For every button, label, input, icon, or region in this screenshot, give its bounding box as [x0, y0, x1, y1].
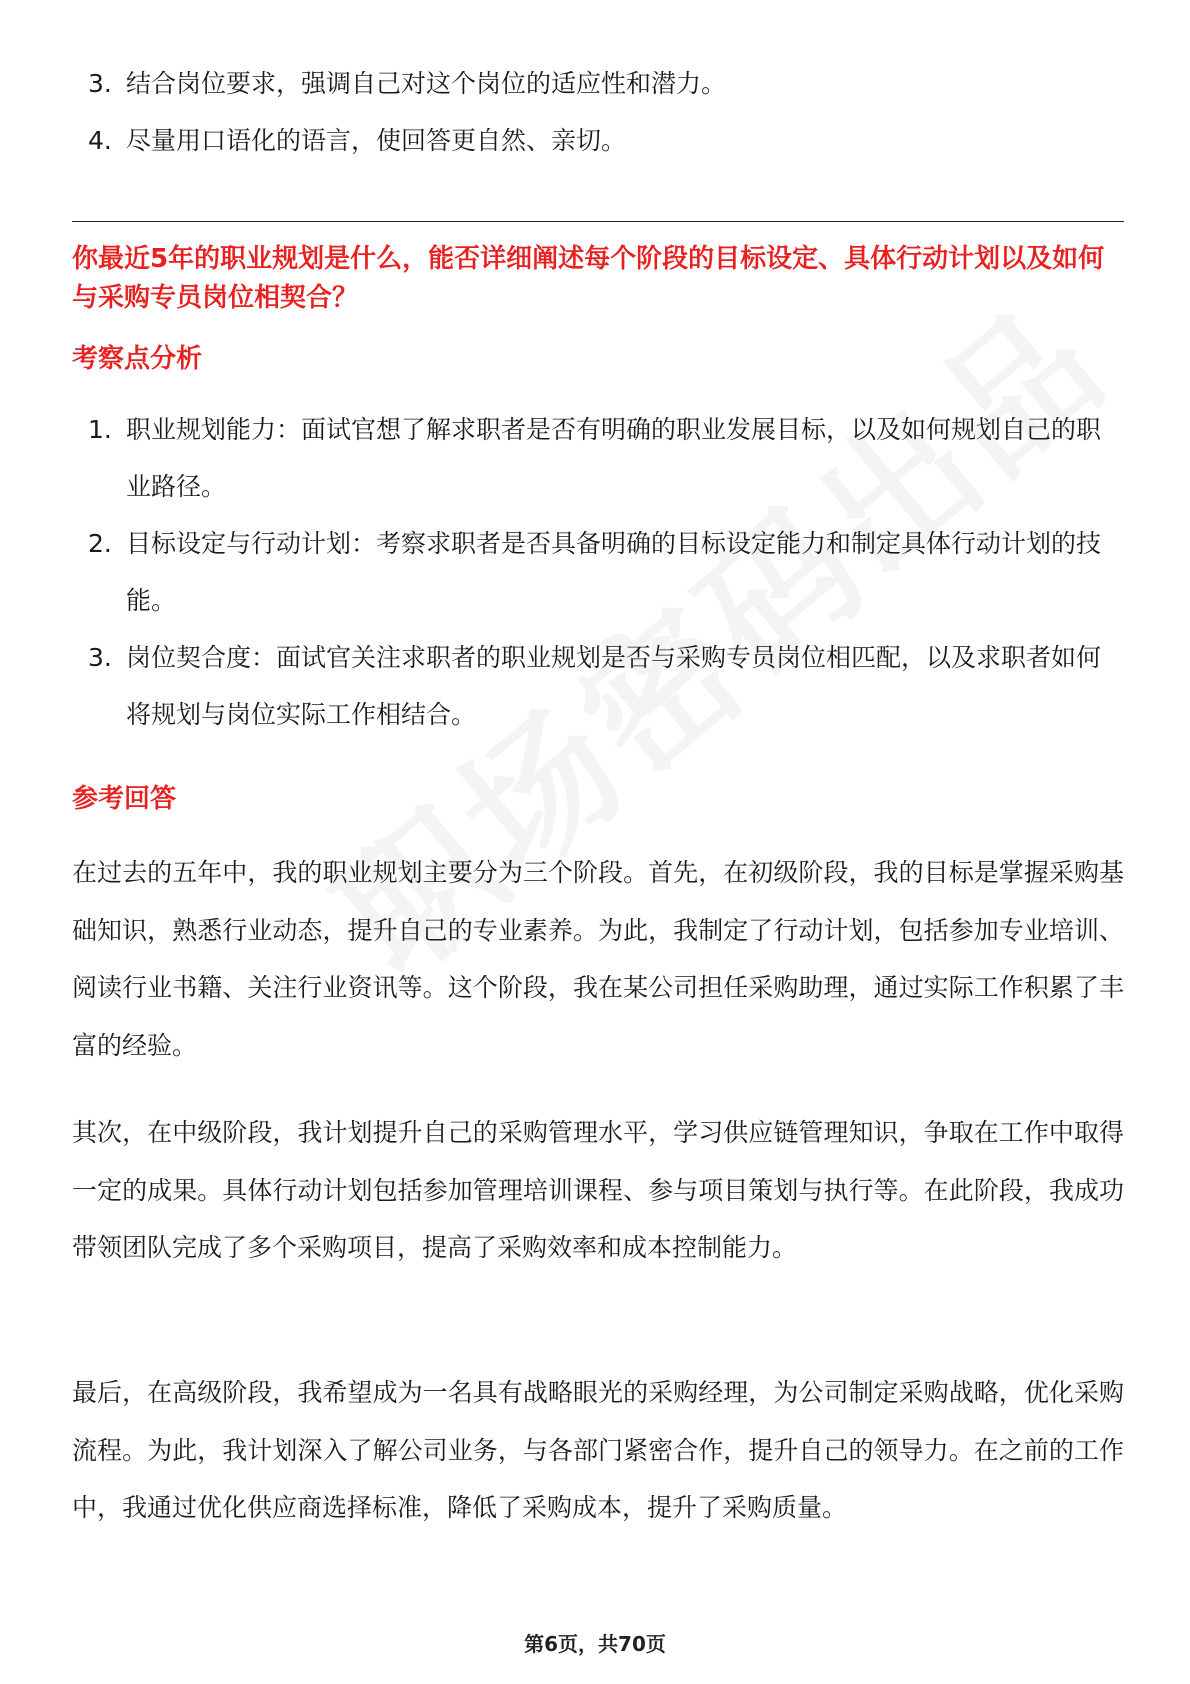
list-item [88, 401, 1118, 515]
list-text: 目标设定与行动计划：考察求职者是否具备明确的目标设定能力和制定具体行动计划的技能。 [126, 529, 1102, 615]
section-divider [72, 221, 1124, 222]
list-number: 2. [88, 529, 112, 558]
list-item [88, 515, 1118, 629]
list-item [88, 55, 1118, 112]
analysis-list [88, 401, 1118, 743]
answer-paragraph: 其次，在中级阶段，我计划提升自己的采购管理水平，学习供应链管理知识，争取在工作中取得一定的成果。具体行动计划包括参加管理培训课程、参与项目策划与执行等。在此阶段，我成功带领团队完成了多个采购项目，提高了采购效率和成本控制能力。 [72, 1118, 1124, 1262]
answer-paragraph: 在过去的五年中，我的职业规划主要分为三个阶段。首先，在初级阶段，我的目标是掌握采购基础知识，熟悉行业动态，提升自己的专业素养。为此，我制定了行动计划，包括参加专业培训、阅读行业书籍、关注行业资讯等。这个阶段，我在某公司担任采购助理，通过实际工作积累了丰富的经验。 [72, 858, 1124, 1060]
list-text: 尽量用口语化的语言，使回答更自然、亲切。 [126, 126, 627, 155]
tips-list [88, 55, 1118, 169]
list-text: 岗位契合度：面试官关注求职者的职业规划是否与采购专员岗位相匹配，以及求职者如何将规划与岗位实际工作相结合。 [126, 643, 1102, 729]
list-number: 3. [88, 643, 112, 672]
list-number: 3. [88, 69, 112, 98]
list-number: 4. [88, 126, 112, 155]
list-item [88, 112, 1118, 169]
analysis-heading: 考察点分析 [72, 344, 203, 374]
list-number: 1. [88, 415, 112, 444]
page-footer: 第6页，共70页 [524, 1632, 666, 1656]
answer-heading: 参考回答 [72, 784, 177, 814]
list-item [88, 629, 1118, 743]
question-heading: 你最近5年的职业规划是什么，能否详细阐述每个阶段的目标设定、具体行动计划以及如何与采购专员岗位相契合？ [72, 244, 1105, 313]
list-text: 结合岗位要求，强调自己对这个岗位的适应性和潜力。 [126, 69, 727, 98]
list-text: 职业规划能力：面试官想了解求职者是否有明确的职业发展目标，以及如何规划自己的职业路径。 [126, 415, 1102, 501]
answer-paragraph: 最后，在高级阶段，我希望成为一名具有战略眼光的采购经理，为公司制定采购战略，优化采购流程。为此，我计划深入了解公司业务，与各部门紧密合作，提升自己的领导力。在之前的工作中，我通过优化供应商选择标准，降低了采购成本，提升了采购质量。 [72, 1378, 1124, 1522]
